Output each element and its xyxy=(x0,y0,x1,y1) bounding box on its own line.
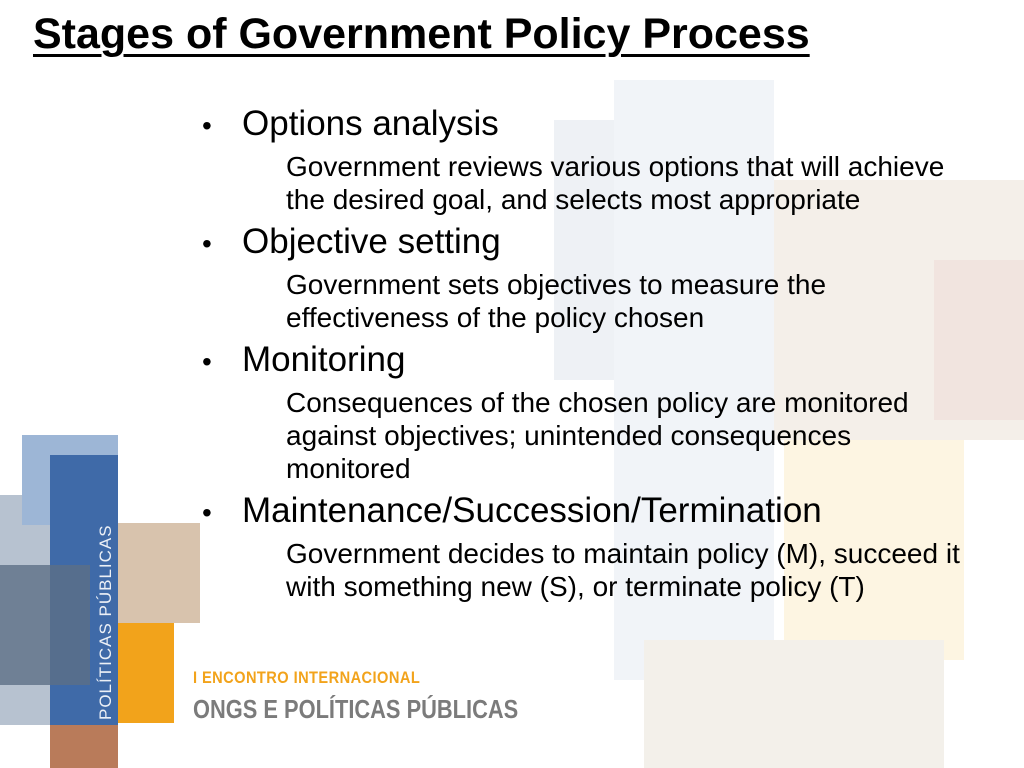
bullet-heading: Objective setting xyxy=(242,222,501,261)
logo-vertical-text: POLÍTICAS PÚBLICAS xyxy=(96,524,115,720)
bullet-icon: • xyxy=(202,346,212,377)
bullet-description: Government reviews various options that will achieve the desired goal, and selects most appropriate xyxy=(286,151,945,215)
bullet-list xyxy=(202,104,1002,609)
bullet-description: Government sets objectives to measure the effectiveness of the policy chosen xyxy=(286,269,827,333)
bullet-icon: • xyxy=(202,497,212,528)
bullet-icon: • xyxy=(202,110,212,141)
bullet-icon: • xyxy=(202,228,212,259)
bullet-description: Consequences of the chosen policy are monitored against objectives; unintended consequences monitored xyxy=(286,387,909,484)
logo-line-2: ONGS E POLÍTICAS PÚBLICAS xyxy=(193,694,519,724)
bullet-item xyxy=(202,340,1002,485)
bullet-heading: Monitoring xyxy=(242,340,406,379)
slide-title: Stages of Government Policy Process xyxy=(33,10,810,58)
bullet-heading: Maintenance/Succession/Termination xyxy=(242,491,822,530)
bullet-heading: Options analysis xyxy=(242,104,499,143)
bullet-item xyxy=(202,222,1002,334)
bullet-description: Government decides to maintain policy (M), succeed it with something new (S), or terminate policy (T) xyxy=(286,538,960,602)
bullet-item xyxy=(202,104,1002,216)
bullet-item xyxy=(202,491,1002,603)
logo-line-1: I ENCONTRO INTERNACIONAL xyxy=(193,668,421,687)
